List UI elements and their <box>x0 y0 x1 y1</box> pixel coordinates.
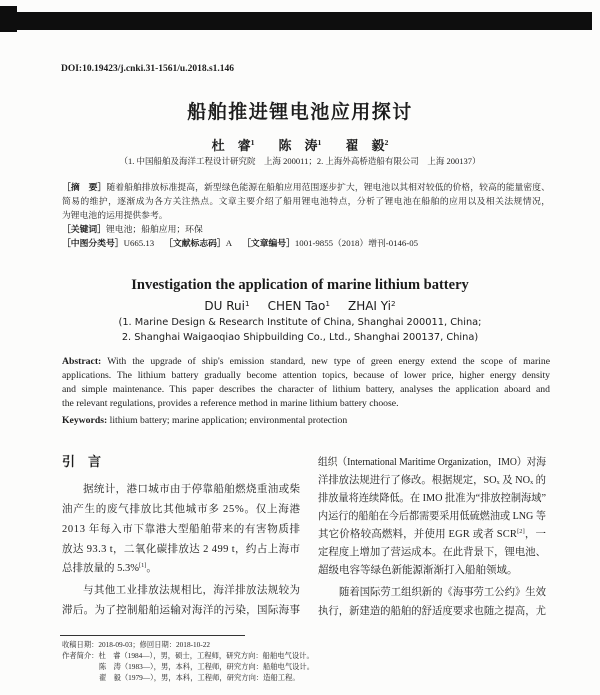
body-line-text: 据统计，港口城市由于停靠船舶燃烧重油或柴 <box>83 484 301 495</box>
keywords-cn-text: 锂电池；船舶应用；环保 <box>106 224 203 234</box>
body-line-text: 超级电容等绿色新能源渐渐打入船舶领域。 <box>318 565 518 576</box>
abstract-en-text: and simple maintenance. This paper describes the character of lithium battery, analyses the application aboard and <box>62 384 550 395</box>
abstract-cn-text: 简易的维护，逐渐成为各方关注热点。文章主要介绍了船用锂电池特点，分析了锂电池在船舶的应用以及相关法规情况， <box>62 196 551 206</box>
body-line <box>62 604 300 618</box>
abstract-en-text: the relevant regulations, provides a reference method in marine lithium battery choose. <box>62 398 399 409</box>
author-list-en-inner <box>204 298 395 314</box>
abstract-cn-line <box>62 181 550 194</box>
body-line-tail: 。 <box>146 563 157 574</box>
abstract-label-en: Abstract: <box>62 356 102 367</box>
body-line-text: 油产生的废气排放比其他城市多 25%。仅上海港 <box>62 504 301 515</box>
author-name: CHEN Tao <box>267 299 326 313</box>
affiliation-marker: 1 <box>325 298 330 308</box>
scan-edge-mark <box>0 6 17 32</box>
abstract-en-line <box>62 397 550 411</box>
author-name: 陈 涛 <box>278 138 318 153</box>
body-line <box>62 562 300 576</box>
keywords-en-text: lithium battery; marine application; environmental protection <box>109 415 348 426</box>
affiliation-cn-text: （1. 中国船舶及海洋工程设计研究院 上海 200011；2. 上海外高桥造船有限公司 上海 200137） <box>119 156 481 166</box>
body-line-inner <box>318 528 546 542</box>
body-line <box>62 503 300 517</box>
abstract-en-line <box>62 369 550 383</box>
abstract-en-text: With the upgrade of ship's emission standard, new type of green energy extend the scope of marine <box>107 356 551 367</box>
abstract-cn-line <box>62 209 550 222</box>
body-line <box>318 546 546 560</box>
footnote-bio-inner <box>62 650 314 661</box>
footnote-bio-text: 陈 涛（1983—），男，本科，工程师，研究方向：船舶电气设计。 <box>99 662 314 671</box>
body-line <box>318 528 546 542</box>
body-line-tail: ，一 <box>524 529 547 540</box>
body-line-text: 其它价格较高燃料，并使用 EGR 或者 SCR <box>318 529 518 540</box>
abstract-label-cn: ［摘 要］ <box>62 182 107 192</box>
affiliation-en-line <box>0 331 600 345</box>
body-line <box>318 510 546 524</box>
affiliation-en-text: (1. Marine Design & Research Institute of China, Shanghai 200011, China; <box>118 317 482 328</box>
body-line-text: 滞后。为了控制船舶运输对海洋的污染，国际海事 <box>62 605 301 616</box>
body-line <box>62 543 300 557</box>
keywords-en-inner <box>62 414 347 428</box>
footnote-received <box>62 639 210 650</box>
abstract-cn-line-inner <box>62 181 550 194</box>
affiliation-marker: 1 <box>250 138 255 148</box>
body-line <box>62 483 300 497</box>
doc-code-value: A <box>225 238 233 248</box>
body-line-inner <box>62 562 157 576</box>
body-line <box>62 584 300 598</box>
abstract-cn-line <box>62 195 550 208</box>
doc-code-label: ［文献标志码］ <box>164 238 226 248</box>
keywords-cn-inner <box>62 223 203 236</box>
body-line-text: 定程度上增加了营运成本。在此背景下，锂电池、 <box>318 547 546 558</box>
author-list-en <box>0 298 600 314</box>
author-name: 杜 睿 <box>211 138 251 153</box>
footnote-bio-text: 翟 毅（1979—），男，本科，工程师，研究方向：造船工程。 <box>99 673 300 682</box>
paper-title-en <box>0 276 600 294</box>
body-line <box>318 492 546 506</box>
footnote-bio <box>62 650 314 661</box>
article-no-value: 1001-9855（2018）增刊-0146-05 <box>294 238 419 248</box>
keywords-label-en: Keywords: <box>62 415 108 426</box>
body-line-text: 与其他工业排放法规相比，海洋排放法规较为 <box>83 585 301 596</box>
footnote-rule <box>60 635 245 636</box>
keywords-label-cn: ［关键词］ <box>62 224 106 234</box>
body-line <box>318 456 546 470</box>
article-no-label: ［文章编号］ <box>242 238 295 248</box>
body-line-text: 随着国际劳工组织新的《海事劳工公约》生效 <box>339 587 546 598</box>
affiliation-en-text: 2. Shanghai Waigaoqiao Shipbuilding Co., Ltd., Shanghai 200137, China) <box>121 332 479 343</box>
doi-line <box>61 62 234 76</box>
body-line-text: 组织（International Maritime Organization，IMO）对海 <box>318 457 546 468</box>
author-name: 翟 毅 <box>345 138 385 153</box>
abstract-en-line <box>62 355 550 369</box>
classification-inner <box>62 237 418 250</box>
doi-text: DOI:10.19423/j.cnki.31-1561/u.2018.s1.146 <box>61 64 234 74</box>
affiliation-marker: 2 <box>384 138 389 148</box>
abstract-en-text: applications. The lithium battery gradually become attention topics, because of lower price, higher energy density <box>62 370 550 381</box>
footnote-bio-label: 作者简介： <box>62 651 99 660</box>
body-line-text: 2013 年每入市下靠港大型船舶带来的有害物质排 <box>62 524 301 535</box>
author-list-cn-inner <box>212 138 389 154</box>
body-line-text: 内运行的船舶在今后都需要采用低硫燃油或 LNG 等 <box>318 511 546 522</box>
affiliation-marker: 1 <box>244 298 250 308</box>
footnote-bio <box>99 661 314 672</box>
paper-title-en-text: Investigation the application of marine lithium battery <box>131 277 469 293</box>
body-line <box>318 586 546 600</box>
footnote-bio <box>99 672 300 683</box>
clc-label: ［中图分类号］ <box>62 238 124 248</box>
body-line <box>318 474 546 488</box>
author-name: DU Rui <box>204 299 245 313</box>
body-line <box>318 605 546 619</box>
body-line <box>318 564 546 578</box>
footnote-bio-text: 杜 睿（1984—），男，硕士，工程师，研究方向：船舶电气设计。 <box>98 651 314 660</box>
body-line-text: 执行，新建造的船舶的舒适度要求也随之提高，尤 <box>318 606 546 617</box>
abstract-en-line-inner <box>62 355 550 369</box>
keywords-en <box>62 414 550 428</box>
affiliation-cn <box>0 155 600 167</box>
clc-value: U665.13 <box>123 238 155 248</box>
author-name: ZHAI Yi <box>347 299 392 313</box>
footnote-received-text: 收稿日期：2018-09-03；修回日期：2018-10-22 <box>62 640 210 649</box>
abstract-en-line <box>62 383 550 397</box>
body-line-text: 放达 93.3 t，二氧化碳排放达 2 499 t，约占上海市 <box>62 544 301 555</box>
section-heading-text: 引 言 <box>62 455 101 470</box>
body-line-text: 洋排放法规进行了修改。根据规定，SOₓ 及 NOₓ 的 <box>318 475 546 486</box>
body-line <box>62 523 300 537</box>
keywords-cn <box>62 223 550 236</box>
scan-header-bar <box>14 12 592 30</box>
affiliation-marker: 2 <box>391 298 396 308</box>
body-line-text: 排放量将连续降低。在 IMO 批准为“排放控制海域” <box>318 493 546 504</box>
citation-marker: [2] <box>517 528 525 536</box>
affiliation-marker: 1 <box>317 138 322 148</box>
body-line-text: 总排放量的 5.3% <box>62 563 139 574</box>
abstract-cn-text: 为锂电池的运用提供参考。 <box>62 210 168 220</box>
affiliation-en-line <box>0 316 600 330</box>
citation-marker: [1] <box>139 562 147 570</box>
paper-title-cn <box>0 100 600 124</box>
section-heading <box>62 455 101 471</box>
abstract-cn-text: 随着船舶排放标准提高，新型绿色能源在船舶应用范围逐步扩大，锂电池以其相对较低的价格，较高的能量密度、 <box>106 182 551 192</box>
paper-title-cn-text: 船舶推进锂电池应用探讨 <box>187 101 413 123</box>
classification-line <box>62 237 550 250</box>
author-list-cn <box>0 138 600 154</box>
